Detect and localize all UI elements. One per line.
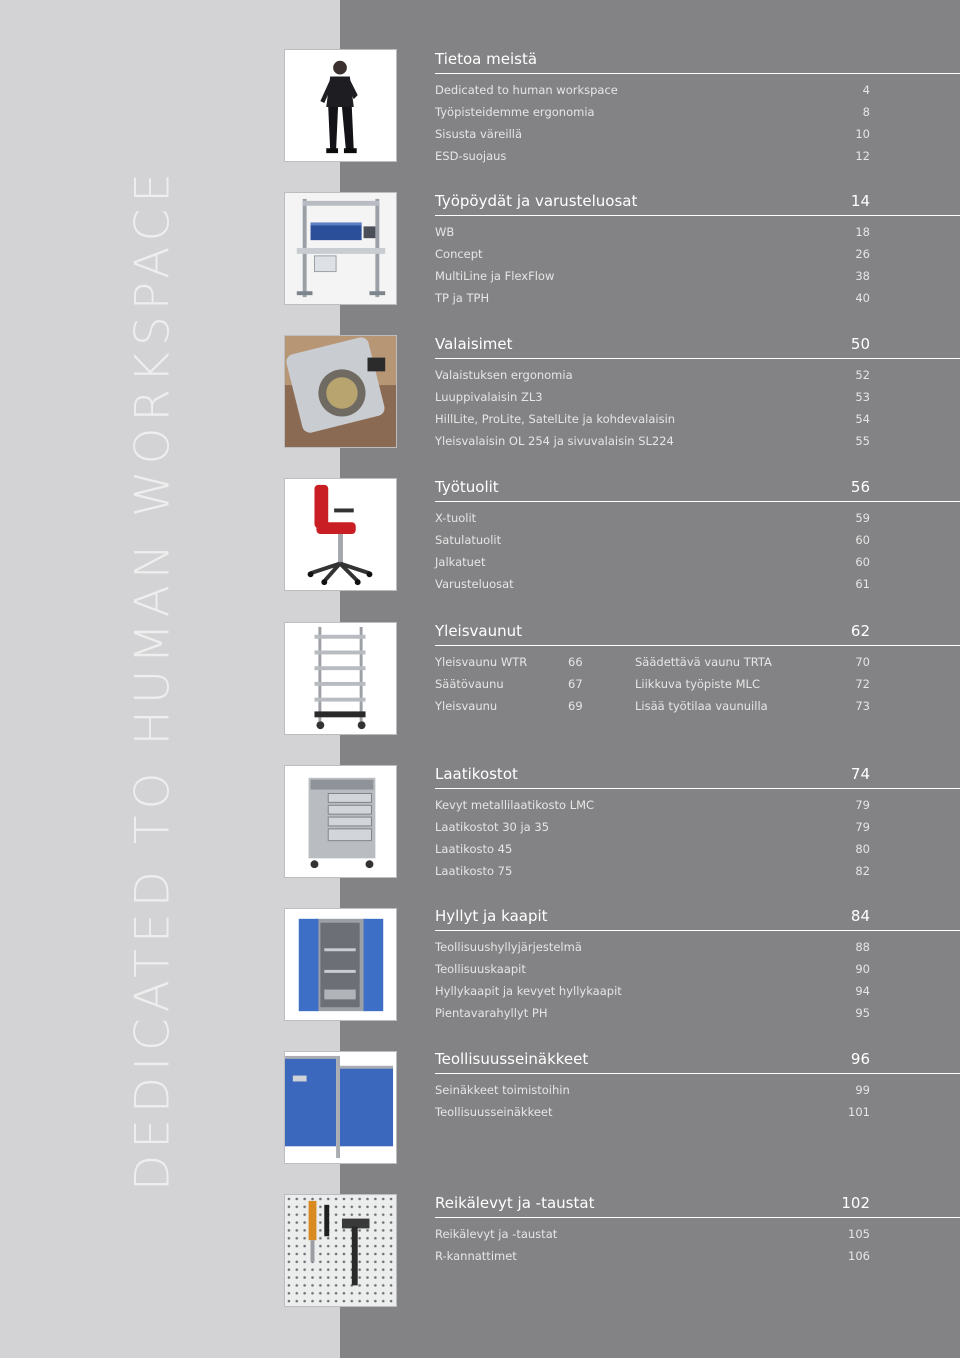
entry-label-right: Lisää työtilaa vaunuilla: [635, 699, 768, 713]
toc-entry: [435, 980, 870, 1002]
entry-label: Dedicated to human workspace: [435, 83, 618, 97]
entry-page: 10: [855, 127, 870, 141]
entry-label: Säätövaunu: [435, 677, 504, 691]
workbench-photo-thumbnail: [284, 192, 397, 305]
entry-page: 73: [855, 699, 870, 713]
drawer-cabinet-photo: [285, 766, 396, 877]
entry-page: 40: [855, 291, 870, 305]
toc-entry: [435, 860, 870, 882]
entry-label: Seinäkkeet toimistoihin: [435, 1083, 570, 1097]
section-title: Valaisimet: [435, 335, 513, 353]
section-title: Reikälevyt ja -taustat: [435, 1194, 595, 1212]
section-header: [435, 477, 960, 502]
entry-page: 26: [855, 247, 870, 261]
entry-page: 72: [855, 677, 870, 691]
toc-section-valaisimet: [435, 334, 960, 452]
entry-label-right: Säädettävä vaunu TRTA: [635, 655, 772, 669]
toc-entry: [435, 145, 870, 167]
toc-entry: [435, 430, 870, 452]
toc-entry: [435, 386, 870, 408]
toc-entry: [435, 123, 870, 145]
section-title: Työtuolit: [435, 478, 499, 496]
toc-entry: [435, 573, 870, 595]
entry-label: HillLite, ProLite, SatelLite ja kohdevalaisin: [435, 412, 676, 426]
entry-page: 82: [855, 864, 870, 878]
entry-label: Teollisuushyllyjärjestelmä: [435, 940, 582, 954]
entry-page: 95: [855, 1006, 870, 1020]
entry-page-left: 67: [568, 677, 583, 691]
toc-entry: [435, 1245, 870, 1267]
entry-page: 61: [855, 577, 870, 591]
section-page-number: 62: [850, 622, 870, 640]
entry-label: Laatikosto 45: [435, 842, 513, 856]
toc-entry: [435, 1079, 870, 1101]
entry-page: 55: [855, 434, 870, 448]
entry-label: Jalkatuet: [435, 555, 486, 569]
pegboard-tools-photo: [285, 1195, 396, 1306]
entry-label: Pientavarahyllyt PH: [435, 1006, 548, 1020]
section-header: [435, 49, 960, 74]
section-title: Teollisuusseinäkkeet: [435, 1050, 589, 1068]
toc-entry-two-column: [435, 695, 870, 717]
entry-label: Teollisuuskaapit: [435, 962, 526, 976]
section-page-number: 50: [850, 335, 870, 353]
entry-label: Valaistuksen ergonomia: [435, 368, 573, 382]
entry-label: Luuppivalaisin ZL3: [435, 390, 543, 404]
entry-page: 94: [855, 984, 870, 998]
toc-entry-two-column: [435, 651, 870, 673]
entry-label: Hyllykaapit ja kevyet hyllykaapit: [435, 984, 622, 998]
office-chair-photo-thumbnail: [284, 478, 397, 591]
entry-page: 99: [855, 1083, 870, 1097]
entry-page: 90: [855, 962, 870, 976]
entry-label: Sisusta väreillä: [435, 127, 523, 141]
entry-page: 12: [855, 149, 870, 163]
toc-entry: [435, 265, 870, 287]
section-page-number: 56: [850, 478, 870, 496]
entry-label: Teollisuusseinäkkeet: [435, 1105, 553, 1119]
entry-page: 4: [862, 83, 870, 97]
magnifier-lamp-photo-thumbnail: [284, 335, 397, 448]
toc-section-yleisvaunut: [435, 621, 960, 717]
vertical-side-title: DEDICATED TO HUMAN WORKSPACE: [125, 167, 181, 1191]
section-title: Työpöydät ja varusteluosat: [435, 192, 638, 210]
toc-entry: [435, 101, 870, 123]
entry-page: 38: [855, 269, 870, 283]
toc-entry-two-column: [435, 673, 870, 695]
section-header: [435, 334, 960, 359]
entry-page: 106: [848, 1249, 870, 1263]
entry-page: 60: [855, 555, 870, 569]
toc-entry: [435, 79, 870, 101]
section-title: Laatikostot: [435, 765, 518, 783]
cabinet-photo-thumbnail: [284, 908, 397, 1021]
toc-section-teollisuusseinakkeet: [435, 1049, 960, 1123]
section-title: Hyllyt ja kaapit: [435, 907, 548, 925]
entry-label: Varusteluosat: [435, 577, 514, 591]
toc-entry: [435, 936, 870, 958]
entry-label: R-kannattimet: [435, 1249, 517, 1263]
pegboard-tools-photo-thumbnail: [284, 1194, 397, 1307]
section-page-number: 14: [850, 192, 870, 210]
entry-page: 79: [855, 798, 870, 812]
section-title: Yleisvaunut: [435, 622, 523, 640]
entry-page: 59: [855, 511, 870, 525]
partition-wall-photo: [285, 1052, 396, 1163]
office-chair-photo: [285, 479, 396, 590]
entry-label: X-tuolit: [435, 511, 477, 525]
entry-page-left: 69: [568, 699, 583, 713]
section-page-number: 84: [850, 907, 870, 925]
section-header: [435, 1193, 960, 1218]
toc-entry: [435, 838, 870, 860]
entry-label: Satulatuolit: [435, 533, 502, 547]
entry-label: ESD-suojaus: [435, 149, 507, 163]
worker-photo-thumbnail: [284, 49, 397, 162]
section-header: [435, 621, 960, 646]
entry-page: 54: [855, 412, 870, 426]
magnifier-lamp-photo: [285, 336, 396, 447]
section-page-number: 96: [850, 1050, 870, 1068]
cabinet-photo: [285, 909, 396, 1020]
entry-page: 8: [862, 105, 870, 119]
entry-page: 105: [848, 1227, 870, 1241]
toc-entry: [435, 408, 870, 430]
entry-label: TP ja TPH: [435, 291, 490, 305]
entry-page: 70: [855, 655, 870, 669]
entry-label: Concept: [435, 247, 483, 261]
entry-label: Laatikosto 75: [435, 864, 513, 878]
entry-label: MultiLine ja FlexFlow: [435, 269, 555, 283]
toc-entry: [435, 816, 870, 838]
entry-page: 53: [855, 390, 870, 404]
entry-page-left: 66: [568, 655, 583, 669]
toc-section-hyllyt-ja-kaapit: [435, 906, 960, 1024]
entry-page: 101: [848, 1105, 870, 1119]
toc-entry: [435, 364, 870, 386]
section-header: [435, 906, 960, 931]
workbench-photo: [285, 193, 396, 304]
entry-page: 88: [855, 940, 870, 954]
section-page-number: 74: [850, 765, 870, 783]
entry-label: Työpisteidemme ergonomia: [435, 105, 595, 119]
entry-page: 79: [855, 820, 870, 834]
section-page-number: 102: [841, 1194, 870, 1212]
toc-section-reikalevyt: [435, 1193, 960, 1267]
entry-page: 52: [855, 368, 870, 382]
toc-section-tyotuolit: [435, 477, 960, 595]
partition-wall-photo-thumbnail: [284, 1051, 397, 1164]
toc-section-laatikostot: [435, 764, 960, 882]
section-header: [435, 1049, 960, 1074]
shelf-trolley-photo-thumbnail: [284, 622, 397, 735]
entry-label: Laatikostot 30 ja 35: [435, 820, 550, 834]
toc-entry: [435, 1101, 870, 1123]
section-header: [435, 764, 960, 789]
toc-section-tietoa-meista: [435, 49, 960, 167]
toc-entry: [435, 551, 870, 573]
entry-page: 60: [855, 533, 870, 547]
toc-entry: [435, 287, 870, 309]
entry-label: Yleisvalaisin OL 254 ja sivuvalaisin SL224: [435, 434, 674, 448]
section-title: Tietoa meistä: [435, 50, 538, 68]
toc-entry: [435, 221, 870, 243]
toc-entry: [435, 1223, 870, 1245]
toc-section-tyopoydat: [435, 191, 960, 309]
toc-entry: [435, 507, 870, 529]
shelf-trolley-photo: [285, 623, 396, 734]
entry-page: 80: [855, 842, 870, 856]
toc-entry: [435, 529, 870, 551]
entry-page: 18: [855, 225, 870, 239]
entry-label: Reikälevyt ja -taustat: [435, 1227, 558, 1241]
entry-label: WB: [435, 225, 455, 239]
section-header: [435, 191, 960, 216]
toc-entry: [435, 1002, 870, 1024]
toc-entry: [435, 243, 870, 265]
toc-entry: [435, 958, 870, 980]
worker-photo: [285, 50, 396, 161]
entry-label: Yleisvaunu WTR: [435, 655, 528, 669]
entry-label: Kevyt metallilaatikosto LMC: [435, 798, 595, 812]
entry-label-right: Liikkuva työpiste MLC: [635, 677, 760, 691]
entry-label: Yleisvaunu: [435, 699, 498, 713]
toc-entry: [435, 794, 870, 816]
drawer-cabinet-photo-thumbnail: [284, 765, 397, 878]
